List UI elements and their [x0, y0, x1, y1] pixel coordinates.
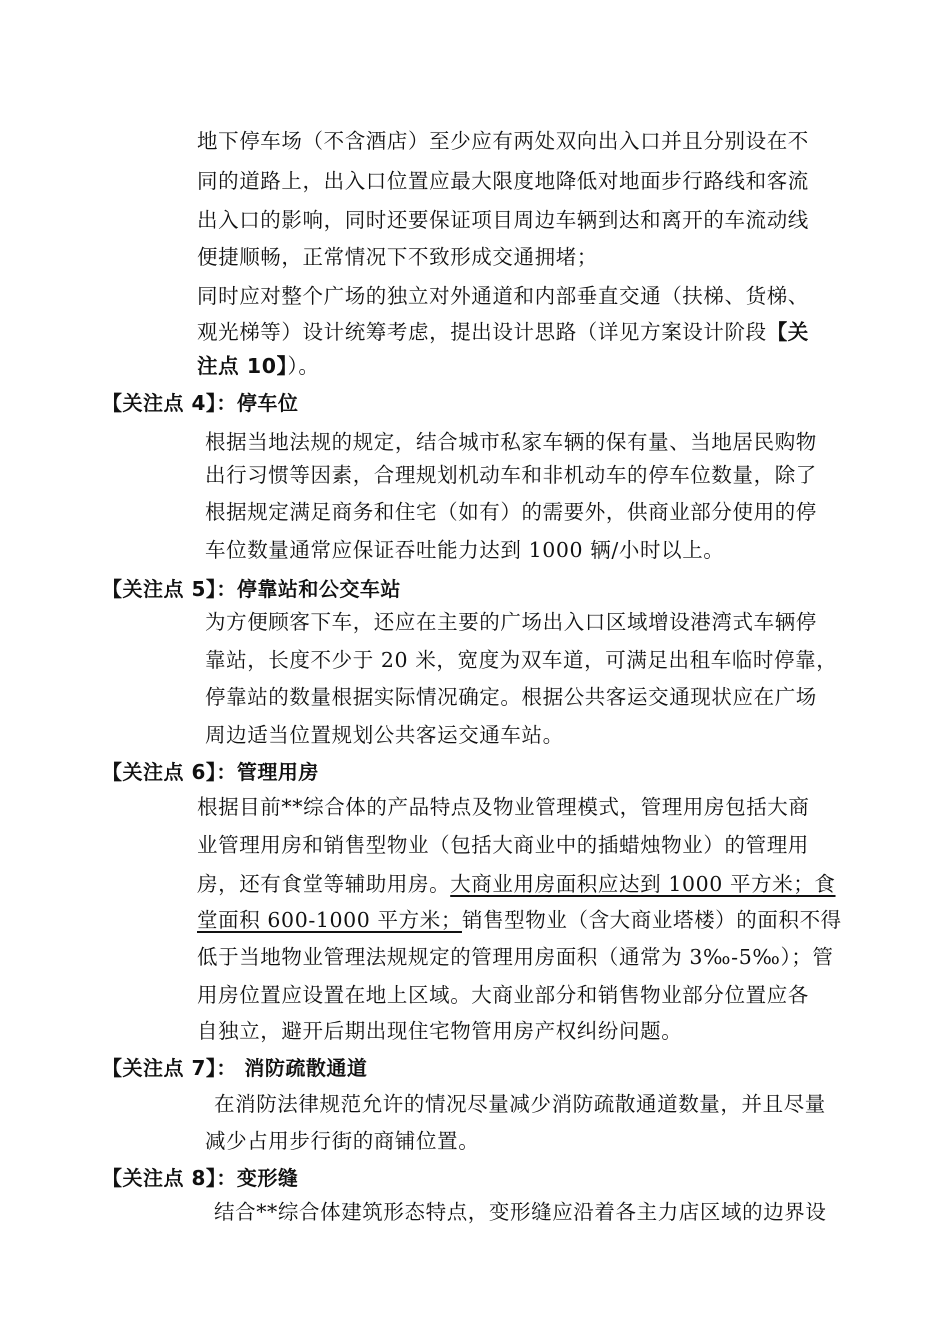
paragraph-line: 减少占用步行街的商铺位置。: [205, 1129, 480, 1153]
paragraph-line: 车位数量通常应保证吞吐能力达到 1000 辆/小时以上。: [205, 538, 725, 562]
section-heading: 【关注点 8】：变形缝: [102, 1166, 299, 1190]
section-heading: 【关注点 6】：管理用房: [102, 760, 319, 784]
paragraph-line: 在消防法律规范允许的情况尽量减少消防疏散通道数量，并且尽量: [214, 1092, 826, 1116]
paragraph-line: 自独立，避开后期出现住宅物管用房产权纠纷问题。: [197, 1019, 683, 1043]
paragraph-line: 靠站，长度不少于 20 米，宽度为双车道，可满足出租车临时停靠，: [205, 648, 838, 672]
underlined-requirement: 大商业用房面积应达到 1000 平方米；食: [450, 872, 836, 896]
paragraph-line: 用房位置应设置在地上区域。大商业部分和销售物业部分位置应各: [197, 983, 809, 1007]
paragraph-line: 地下停车场（不含酒店）至少应有两处双向出入口并且分别设在不: [197, 129, 809, 153]
paragraph-line: [197, 870, 836, 898]
paragraph-line: [197, 906, 842, 934]
paragraph-line: 结合**综合体建筑形态特点，变形缝应沿着各主力店区域的边界设: [214, 1200, 827, 1224]
section-heading: 【关注点 5】：停靠站和公交车站: [102, 577, 401, 601]
paragraph-line: 同的道路上，出入口位置应最大限度地降低对地面步行路线和客流: [197, 169, 809, 193]
section-heading: 【关注点 4】：停车位: [102, 391, 299, 415]
paragraph-line: 便捷顺畅，正常情况下不致形成交通拥堵；: [197, 245, 598, 269]
paragraph-text: 房，还有食堂等辅助用房。: [197, 872, 451, 896]
paragraph-line: 根据规定满足商务和住宅（如有）的需要外，供商业部分使用的停: [205, 500, 817, 524]
paragraph-line: 根据目前**综合体的产品特点及物业管理模式，管理用房包括大商: [197, 795, 810, 819]
paragraph-line: 停靠站的数量根据实际情况确定。根据公共客运交通现状应在广场: [205, 685, 817, 709]
underlined-requirement: 堂面积 600-1000 平方米；: [197, 908, 462, 932]
cross-reference: 注点 10】: [197, 354, 288, 378]
paragraph-line: 低于当地物业管理法规规定的管理用房面积（通常为 3‰-5‰）；管: [197, 945, 834, 969]
cross-reference: 【关: [766, 320, 809, 344]
paragraph-text: 观光梯等）设计统筹考虑，提出设计思路（详见方案设计阶段: [197, 320, 767, 344]
paragraph-line: 周边适当位置规划公共客运交通车站。: [205, 723, 564, 747]
paragraph-line: 业管理用房和销售型物业（包括大商业中的插蜡烛物业）的管理用: [197, 833, 809, 857]
paragraph-line: 为方便顾客下车，还应在主要的广场出入口区域增设港湾式车辆停: [205, 610, 817, 634]
paragraph-line: [197, 318, 809, 346]
paragraph-line: 出入口的影响，同时还要保证项目周边车辆到达和离开的车流动线: [197, 208, 809, 232]
paragraph-line: [197, 352, 319, 380]
paragraph-line: 同时应对整个广场的独立对外通道和内部垂直交通（扶梯、货梯、: [197, 284, 809, 308]
paragraph-line: 根据当地法规的规定，结合城市私家车辆的保有量、当地居民购物: [205, 430, 817, 454]
paragraph-text: 销售型物业（含大商业塔楼）的面积不得: [461, 908, 842, 932]
paragraph-line: 出行习惯等因素，合理规划机动车和非机动车的停车位数量，除了: [205, 463, 817, 487]
section-heading: 【关注点 7】： 消防疏散通道: [102, 1056, 368, 1080]
paragraph-text: ）。: [287, 354, 320, 378]
